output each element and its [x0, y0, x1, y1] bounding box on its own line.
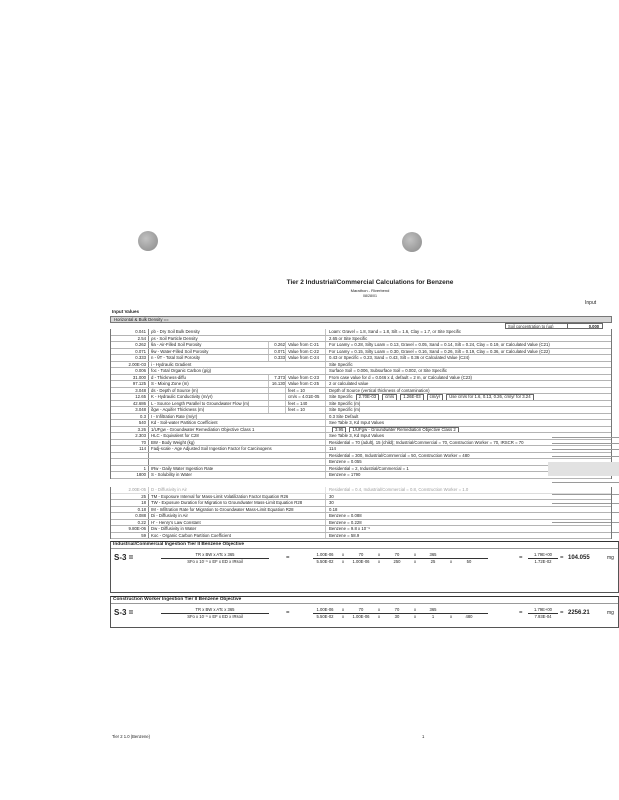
group-header: Horizontal & Bulk Density == — [110, 316, 612, 323]
row-label — [149, 453, 326, 459]
row-description-text: Residential = 0.4, Industrial/Commercial = 0.8, Construction Worker = 1.0 — [329, 487, 469, 492]
formula-term: 70 — [358, 552, 364, 557]
row-description — [326, 336, 611, 342]
numeric-formula — [313, 607, 488, 619]
row-description-text: 0.3 Site Default — [329, 413, 359, 419]
formula-term: 365 — [429, 552, 437, 557]
symbolic-formula — [161, 552, 269, 564]
row-label: ρb - Dry Soil Bulk Density — [149, 329, 326, 335]
formula-term: 50 — [466, 558, 472, 564]
calculation-title: Industrial/Commercial Ingestion Tier II Benzene Objective — [111, 542, 618, 549]
row-value: 2.54 — [111, 336, 149, 342]
row-note: Value from C-24 — [286, 355, 326, 361]
row-description — [326, 500, 611, 506]
margin-shade — [548, 462, 619, 476]
formula-term: 1 — [431, 613, 435, 619]
row-label: L - Source Length Parallel to Groundwater Flow (m) — [149, 401, 269, 407]
multiply-operator: x — [341, 558, 345, 564]
row-value: 0.3 — [111, 414, 149, 420]
row-note: feet = 10 — [286, 388, 326, 394]
row-value: 3.048 — [111, 388, 149, 394]
row-label: Di - Diffusivity in Air — [149, 513, 326, 519]
row-description-text: Benzene = 58.9 — [329, 532, 360, 538]
row-description-text: Benzene = 9.8 x 10⁻⁶ — [329, 526, 371, 531]
row-label: IM - Infiltration Rate for Migration to Groundwater Mass-Limit Equation R28 — [149, 507, 326, 513]
parameter-row — [111, 487, 611, 494]
multiply-operator: x — [341, 552, 345, 557]
row-label: IRw - Daily Water Ingestion Rate — [149, 466, 326, 472]
symbolic-formula — [161, 607, 269, 619]
row-label: i - Hydraulic Gradient — [149, 362, 326, 368]
equation-label: S-3 = — [114, 553, 134, 562]
row-value: 3.048 — [111, 407, 149, 413]
numeric-formula — [313, 552, 488, 564]
row-label: HLC - Equivalent for C28 — [149, 433, 326, 439]
formula-denominator: SFo x 10⁻⁶ x EF x ED x IRsoil — [187, 558, 243, 564]
multiply-operator: x — [413, 552, 417, 557]
margin-rule — [552, 437, 619, 438]
row-description — [326, 381, 611, 387]
row-description-text: 0.18 — [329, 506, 338, 512]
row-value — [111, 453, 149, 459]
calculation-title: Construction Worker Ingestion Tier II Benzene Objective — [111, 597, 618, 604]
row-label: 1/UFgw - Groundwater Remediation Objective Class 1 — [149, 427, 326, 433]
formula-term: 1.00E-06 — [316, 552, 334, 557]
equals-sign: = — [560, 555, 564, 561]
row-value: 97.125 — [111, 381, 149, 387]
formula-term: 5.50E-02 — [316, 613, 334, 619]
numeric-denominator — [313, 614, 488, 620]
row-label — [149, 459, 326, 465]
sheet-tab-label: Input — [585, 300, 597, 306]
row-description — [326, 349, 611, 355]
row-description — [326, 520, 611, 526]
row-description — [326, 533, 611, 539]
row-extra-cell: cm/s — [382, 394, 397, 399]
row-description-text: 30 — [329, 500, 334, 505]
row-description-text: Benzene = 0.055 — [329, 459, 362, 464]
row-description — [326, 388, 611, 394]
row-description-text: Site Specific (m) — [329, 400, 361, 406]
row-value: 31.000 — [111, 375, 149, 381]
row-description-text: From case value for d = 0.046 x d, default = 2 m, or Calculated Value (C23) — [329, 374, 472, 380]
hole-punch-right — [402, 232, 422, 252]
row-label: H' - Henry's Law Constant — [149, 520, 326, 526]
row-value: 0.18 — [111, 507, 149, 513]
row-description-text: Benzene = 0.088 — [329, 513, 362, 518]
row-description-text: 0.43 or Specific = 0.23, Sand = 0.43, Silt = 0.36 or Calculated Value (C24) — [329, 355, 470, 360]
row-label: θw - Water-Filled Soil Porosity — [149, 349, 269, 355]
equation-label: S-3 = — [114, 608, 134, 617]
row-description — [326, 375, 611, 381]
row-description — [326, 494, 611, 500]
row-label: Dw - Diffusivity in Water — [149, 526, 326, 532]
row-note: Value from C-25 — [286, 381, 326, 387]
row-label: Fadj-scale - Age Adjusted Soil Ingestion Factor for Carcinogens — [149, 446, 326, 452]
row-description-text: Depth of Source (vertical thickness of contamination) — [329, 387, 430, 393]
row-value: 25 — [111, 494, 149, 500]
multiply-operator: x — [413, 607, 417, 612]
row-description — [326, 401, 611, 407]
parameter-row — [111, 533, 611, 540]
row-label: Kd - Soil-water Partition Coefficient — [149, 420, 326, 426]
row-label: foc - Total Organic Carbon (g/g) — [149, 368, 326, 374]
multiply-operator: x — [377, 552, 381, 557]
soil-concentration-label: Soil concentration to (ug) — [505, 323, 568, 329]
row-description — [326, 368, 611, 374]
hole-punch-left — [138, 231, 158, 251]
input-row — [111, 472, 611, 479]
row-description-text: Surface Soil = 0.006, Subsurface Soil = 0.002, or Site Specific — [329, 368, 447, 373]
industrial-commercial-ingestion-calculation — [110, 541, 619, 593]
row-description — [326, 362, 611, 368]
row-computed-value — [269, 407, 286, 413]
equals-sign: = — [286, 555, 290, 561]
row-value: 0.22 — [111, 520, 149, 526]
equals-sign: = — [560, 610, 564, 616]
row-label: S - Solubility in Water — [149, 472, 326, 478]
row-description-text: Residential = 2, Industrial/Commercial = 1 — [329, 465, 409, 471]
row-label: BW - Body Weight (kg) — [149, 440, 326, 446]
margin-rule — [552, 449, 619, 450]
objective-result: 2256.21 — [568, 610, 590, 616]
formula-term: 365 — [429, 607, 437, 612]
row-description-text: 114 — [329, 446, 336, 451]
formula-term: 25 — [430, 558, 436, 564]
row-description-text: See Table 3, Kd Input Values — [329, 433, 385, 438]
row-extra-cell: 2.70E-03 — [356, 394, 379, 399]
footer-page-number: 1 — [422, 734, 425, 739]
row-value: 0.006 — [111, 368, 149, 374]
row-label: D - Diffusivity in Air — [149, 487, 326, 493]
soil-concentration-value: 0.000 — [568, 323, 603, 329]
row-label: S - Mixing Zone (m) — [149, 381, 269, 387]
row-value: 59 — [111, 533, 149, 539]
formula-term: 1.00E-06 — [352, 558, 370, 564]
row-label: θa - Air-Filled Soil Porosity — [149, 342, 269, 348]
row-label: K - Hydraulic Conductivity (m/yr) — [149, 394, 269, 400]
row-extra-cell: Use cm/s for 1.6, 0.13, 0.26, cm/yr for 3.24 — [446, 394, 533, 399]
row-computed-value — [269, 388, 286, 394]
row-description-text: Site Specific — [329, 361, 353, 367]
numeric-denominator — [313, 559, 488, 565]
row-value: 0.088 — [111, 513, 149, 519]
row-computed-value: 0.262 — [269, 342, 286, 348]
formula-term: 70 — [358, 607, 364, 612]
row-description — [326, 342, 611, 348]
row-computed-value — [269, 401, 286, 407]
row-computed-value — [269, 394, 286, 400]
multiply-operator: x — [341, 607, 345, 612]
row-description-text: Benzene = 1790 — [329, 472, 361, 477]
formula-term: 1.00E-06 — [316, 607, 334, 612]
row-value: 9.80E-06 — [111, 526, 149, 532]
row-note: Value from C-23 — [286, 375, 326, 381]
formula-numerator: TR x BW x ATc x 365 — [161, 607, 269, 614]
row-value: 0.041 — [111, 329, 149, 335]
formula-term: 5.50E-02 — [316, 558, 334, 564]
intermediate-result — [528, 607, 558, 619]
row-description — [326, 526, 611, 532]
equals-sign: = — [286, 610, 290, 616]
formula-term: 30 — [394, 613, 400, 619]
formula-denominator: SFo x 10⁻⁶ x EF x ED x IRsoil — [187, 613, 243, 619]
margin-rule — [552, 456, 619, 457]
input-values-table — [110, 329, 612, 479]
multiply-operator: x — [413, 613, 417, 619]
row-value: 1 — [111, 466, 149, 472]
row-value: 12.65 — [111, 394, 149, 400]
row-value: 2.00E-05 — [111, 487, 149, 493]
row-value: 2.00E-03 — [111, 362, 149, 368]
row-description-text: Site Specific (m) — [329, 407, 361, 412]
footer-document-name: Tier 2 1.0 (Benzene) — [112, 734, 151, 739]
row-value: 2.303 — [111, 433, 149, 439]
row-value: 3.26 — [111, 427, 149, 433]
row-note: feet = 10 — [286, 407, 326, 413]
page-title: Tier 2 Industrial/Commercial Calculations for Benzene — [286, 279, 454, 286]
row-label: Koc - Organic Carbon Partition Coefficient — [149, 533, 326, 539]
multiply-operator: x — [449, 613, 453, 619]
multiply-operator: x — [449, 558, 453, 564]
row-description-text: 2.65 or Site Specific — [329, 335, 368, 341]
row-description — [326, 513, 611, 519]
row-note: Value from C-22 — [286, 349, 326, 355]
row-value: 70 — [111, 440, 149, 446]
row-label: ds - Depth of Source (m) — [149, 388, 269, 394]
row-label: TW - Exposure Duration for Migration to Groundwater Mass-Limit Equation R28 — [149, 500, 326, 506]
row-description — [326, 394, 611, 400]
row-label: n - θT - Total Soil Porosity — [149, 355, 269, 361]
row-description — [326, 427, 611, 433]
row-description-text: For Loamy = 0.15, Silty Loam = 0.30, Gravel = 0.16, Sand = 0.26, Silt = 0.19, Clay = 0.36, or Calculated Value (C22) — [329, 348, 550, 354]
intermediate-result — [528, 552, 558, 564]
margin-rule — [552, 482, 619, 483]
formula-term: 1.00E-06 — [352, 613, 370, 619]
result-unit: mg — [607, 555, 614, 561]
site-name: Marathon - Riverbend — [350, 288, 390, 293]
row-value: 42.686 — [111, 401, 149, 407]
formula-numerator: TR x BW x ATc x 365 — [161, 552, 269, 559]
row-description-text: For Loamy = 0.28, Silty Loam = 0.13, Gravel = 0.05, Sand = 0.14, Silt = 0.24, Clay = 0.19, or Calculated Value (C21) — [329, 342, 550, 347]
row-note: cm/s = 4.01E-05 — [286, 394, 326, 400]
row-value: 0.071 — [111, 349, 149, 355]
construction-worker-ingestion-calculation — [110, 596, 619, 628]
row-label: TM - Exposure Interval for Mass-Limit Volatilization Factor Equation R26 — [149, 494, 326, 500]
row-description — [326, 420, 611, 426]
row-computed-value: 0.071 — [269, 349, 286, 355]
chemical-parameters-table — [110, 487, 612, 539]
row-value: 0.333 — [111, 355, 149, 361]
formula-term: 70 — [394, 552, 400, 557]
row-description-text: Benzene = 0.228 — [329, 519, 362, 525]
result-numerator: 1.79E+00 — [528, 552, 558, 559]
row-value: 540 — [111, 420, 149, 426]
row-description-text: Residential = 70 (adult), 15 (child); Industrial/Commercial = 70, Construction Worker = 70, IRSCR = 70 — [329, 439, 524, 445]
row-description — [326, 487, 611, 493]
row-description-text: Loam: Gravel = 1.8, Sand = 1.8, Silt = 1.6, Clay = 1.7, or Site Specific — [329, 329, 462, 334]
multiply-operator: x — [377, 558, 381, 564]
row-description-text: 2 or calculated value — [329, 381, 369, 386]
equals-sign: = — [519, 610, 523, 616]
page-date: 08/28/01 — [363, 294, 377, 298]
row-description — [326, 414, 611, 420]
margin-rule — [552, 443, 619, 444]
row-extra-cell: 3.95 — [332, 427, 346, 432]
row-description — [326, 407, 611, 413]
row-description — [326, 329, 611, 335]
row-extra-cell: cm/yr — [427, 394, 444, 399]
result-denominator: 7.93E-04 — [534, 613, 552, 619]
row-description — [326, 507, 611, 513]
row-description-text: 30 — [329, 493, 334, 499]
multiply-operator: x — [413, 558, 417, 564]
row-description-text: Residential = 300, Industrial/Commercial = 50, Construction Worker = 480 — [329, 452, 470, 458]
row-note: feet = 140 — [286, 401, 326, 407]
row-note: Value from C-21 — [286, 342, 326, 348]
row-value — [111, 459, 149, 465]
row-description-text: See Table 3, Kd Input Values — [329, 420, 385, 425]
result-unit: mg — [607, 610, 614, 616]
row-extra-cell: 1/UFgw - Groundwater Remediation Objective Class 2 — [349, 427, 458, 432]
formula-term: 250 — [393, 558, 401, 564]
row-value: 18 — [111, 500, 149, 506]
formula-term: 480 — [465, 613, 473, 619]
formula-term: 70 — [394, 607, 400, 612]
section-label: Input Values — [112, 309, 140, 314]
row-extra-cell: 1.26E-03 — [400, 394, 423, 399]
row-label: I - Infiltration Rate (m/yr) — [149, 414, 326, 420]
row-label: ρs - Soil Particle Density — [149, 336, 326, 342]
objective-result: 104.055 — [568, 555, 590, 561]
row-computed-value: 16.130 — [269, 381, 286, 387]
row-value: 1800 — [111, 472, 149, 478]
result-denominator: 1.72E-02 — [534, 558, 552, 564]
row-description-text: Site Specific — [329, 394, 353, 399]
multiply-operator: x — [377, 613, 381, 619]
equals-sign: = — [519, 555, 523, 561]
row-value: 114 — [111, 446, 149, 452]
multiply-operator: x — [341, 613, 345, 619]
row-computed-value: 7.373 — [269, 375, 286, 381]
row-value: 0.262 — [111, 342, 149, 348]
row-computed-value: 0.333 — [269, 355, 286, 361]
multiply-operator: x — [377, 607, 381, 612]
row-label: d - Thickness-diffu — [149, 375, 269, 381]
row-label: δgw - Aquifer Thickness (m) — [149, 407, 269, 413]
result-numerator: 1.79E+00 — [528, 607, 558, 614]
row-description — [326, 355, 611, 361]
